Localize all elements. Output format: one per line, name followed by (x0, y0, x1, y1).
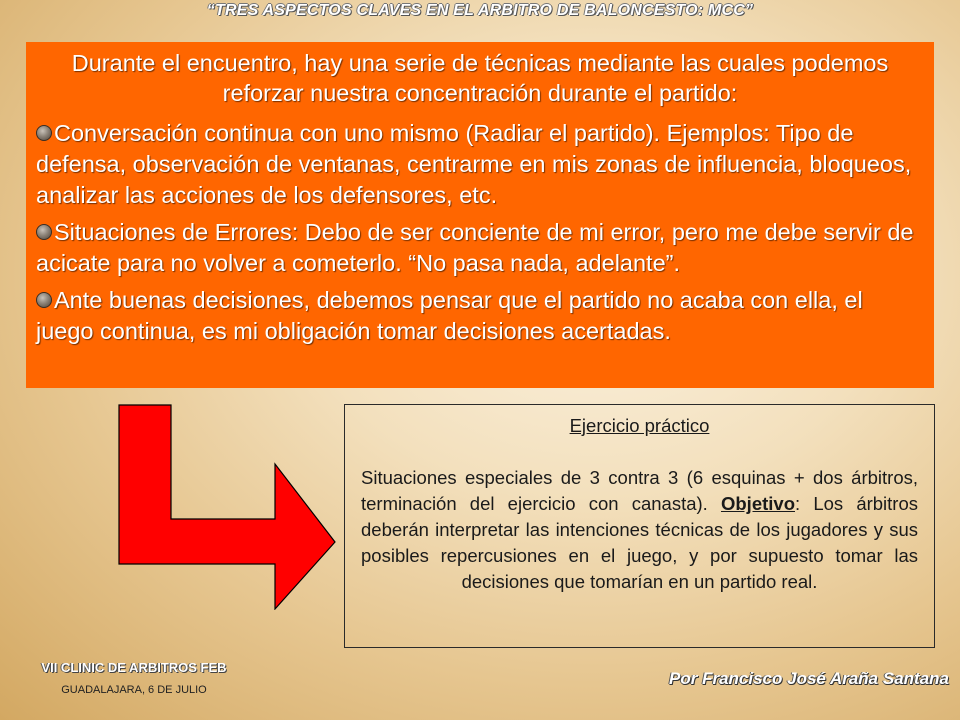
circle-bullet-icon (36, 125, 52, 141)
bullet-text-1: Conversación continua con uno mismo (Radiar el partido). Ejemplos: Tipo de defensa, observación de ventanas, centrarme en mis zonas de influencia, bloqueos, analizar las acciones de los defensores, etc. (36, 120, 912, 208)
clinic-name: VII CLINIC DE ARBITROS FEB (41, 660, 227, 675)
clinic-date: GUADALAJARA, 6 DE JULIO (61, 684, 207, 696)
exercise-description: Situaciones especiales de 3 contra 3 (6 esquinas + dos árbitros, terminación del ejercicio con canasta). (361, 467, 918, 514)
objective-text: : Los árbitros deberán interpretar las intenciones técnicas de los jugadores y sus posibles repercusiones en el juego, y por supuesto tomar las decisiones que tomarían en un partido real. (361, 493, 919, 592)
exercise-body (361, 465, 918, 595)
objective-label: Objetivo (720, 493, 795, 514)
bullet-text-3: Ante buenas decisiones, debemos pensar que el partido no acaba con ella, el juego continua, es mi obligación tomar decisiones acertadas. (36, 287, 863, 344)
bullet-item-1 (36, 118, 924, 211)
bent-arrow-icon (118, 404, 336, 610)
intro-text: Durante el encuentro, hay una serie de técnicas mediante las cuales podemos reforzar nuestra concentración durante el partido: (71, 50, 889, 106)
footer-left (34, 660, 234, 696)
exercise-box (344, 404, 935, 648)
slide-title: “TRES ASPECTOS CLAVES EN EL ARBITRO DE BALONCESTO: MCC” (206, 2, 754, 19)
bullet-item-2 (36, 217, 924, 279)
bullet-text-2: Situaciones de Errores: Debo de ser conciente de mi error, pero me debe servir de acicate para no volver a cometerlo. “No pasa nada, adelante”. (36, 219, 914, 276)
circle-bullet-icon (36, 224, 52, 240)
techniques-box (26, 42, 934, 388)
exercise-title: Ejercicio práctico (569, 415, 710, 436)
bullet-item-3 (36, 285, 924, 347)
author-credit: Por Francisco José Araña Santana (669, 669, 949, 688)
circle-bullet-icon (36, 292, 52, 308)
